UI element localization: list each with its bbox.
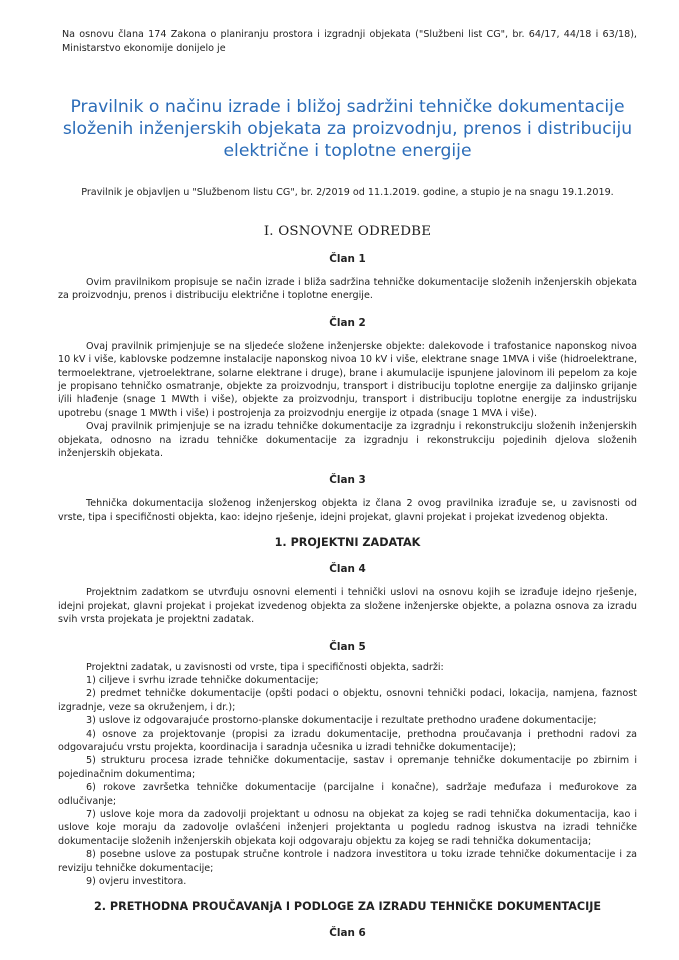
article-3-text: Tehnička dokumentacija složenog inženjerskog objekta iz člana 2 ovog pravilnika izrađuje se, u zavisnosti od vrste, tipa i specifičnosti objekta, kao: idejno rješenje, idejni projekat, glavni projekat i projekat izvedenog objekta. <box>58 498 637 523</box>
list-item: 2) predmet tehničke dokumentacije (opšti podaci o objektu, osnovni tehnički podaci, lokacija, namjena, faznost izgradnje, veze sa okruženjem, i dr.); <box>58 688 637 713</box>
article-5-list <box>58 661 637 889</box>
section-heading-basic-provisions: I. OSNOVNE ODREDBE <box>263 224 432 239</box>
list-item: 9) ovjeru investitora. <box>86 876 187 887</box>
list-item: 1) ciljeve i svrhu izrade tehničke dokumentacije; <box>86 674 319 686</box>
list-item: 6) rokove završetka tehničke dokumentacije (parcijalne i konačne), sadržaje međufaza i međurokove za odlučivanje; <box>58 782 637 807</box>
article-2-label: Član 2 <box>329 316 366 329</box>
list-item: 8) posebne uslove za postupak stručne kontrole i nadzora investitora u toku izrade tehničke dokumentacije i za reviziju tehničke dokumentacije; <box>58 849 637 874</box>
article-2-paragraph-2: Ovaj pravilnik primjenjuje se na izradu tehničke dokumentacije za izgradnju i rekonstrukciju složenih inženjerskih objekata, odnosno na izradu tehničke dokumentacije za izgradnju i rekonstrukciju pojedinih djelova složenih inženjerskih objekata. <box>58 421 637 460</box>
list-item: 5) strukturu procesa izrade tehničke dokumentacije, sastav i opremanje tehničke dokumentacije po zbirnim i pojedinačnim dokumentima; <box>58 755 637 780</box>
heading-preliminary-studies: 2. PRETHODNA PROUČAVANjA I PODLOGE ZA IZRADU TEHNIČKE DOKUMENTACIJE <box>93 900 602 914</box>
article-6-label: Član 6 <box>329 927 366 940</box>
article-2-paragraph-1: Ovaj pravilnik primjenjuje se na sljedeće složene inženjerske objekte: dalekovode i trafostanice naponskog nivoa 10 kV i više, kablovske podzemne instalacije naponskog nivoa 10 kV i više, elektrane snage 1MVA i više (hidroelektrane, termoelektrane, vjetroelektrane, solarne elektrane i druge), brane i akumulacije ispunjene jalovinom ili pepelom za koje je propisano tehničko osmatranje, objekte za proizvodnju, transport i distribuciju toplotne energije za daljinsko grijanje i/ili hlađenje (snage 1 MWth i više), objekte za proizvodnju, transport i distribuciju toplotne energije za industrijsku upotrebu (snage 1 MWth i više) i postrojenja za proizvodnju energije iz otpada (snage 1 MVA i više). <box>58 340 637 419</box>
list-item: 4) osnove za projektovanje (propisi za izradu dokumentacije, prethodna proučavanja i prethodni radovi za odgovarajuću vrstu projekta, koordinacija i saradnja učesnika u izradi tehničke dokumentacije); <box>58 728 637 753</box>
article-5-label: Član 5 <box>329 640 366 653</box>
publication-note: Pravilnik je objavljen u "Službenom listu CG", br. 2/2019 od 11.1.2019. godine, a stupio je na snagu 19.1.2019. <box>81 187 614 198</box>
article-1-text: Ovim pravilnikom propisuje se način izrade i bliža sadržina tehničke dokumentacije složenih inženjerskih objekata za proizvodnju, prenos i distribuciju električne i toplotne energije. <box>58 277 637 302</box>
article-3-label: Član 3 <box>329 474 366 487</box>
article-5-lead: Projektni zadatak, u zavisnosti od vrste, tipa i specifičnosti objekta, sadrži: <box>86 661 444 673</box>
article-1-label: Član 1 <box>329 253 366 265</box>
list-item: 3) uslove iz odgovarajuće prostorno-planske dokumentacije i rezultate prethodno urađene dokumentacije; <box>86 715 597 727</box>
heading-project-task: 1. PROJEKTNI ZADATAK <box>274 536 421 550</box>
article-4-label: Član 4 <box>329 563 366 576</box>
document-title: Pravilnik o načinu izrade i bližoj sadržini tehničke dokumentacije složenih inženjerskih objekata za proizvodnju, prenos i distribuciju električne i toplotne energije <box>62 97 633 161</box>
article-4-text: Projektnim zadatkom se utvrđuju osnovni elementi i tehnički uslovi na osnovu kojih se izrađuje idejno rješenje, idejni projekat, glavni projekat i projekat izvedenog objekta za složene inženjerske objekte, a polazna osnova za izradu svih vrsta projekata je projektni zadatak. <box>58 587 637 626</box>
intro-text: Na osnovu člana 174 Zakona o planiranju prostora i izgradnji objekata ("Službeni list CG", br. 64/17, 44/18 i 63/18), Ministarstvo ekonomije donijelo je <box>62 29 637 54</box>
list-item: 7) uslove koje mora da zadovolji projektant u odnosu na objekat za kojeg se radi tehnička dokumentacija, kao i uslove koje moraju da zadovolje ovlašćeni inženjeri projektanta u pogledu radnog iskustva na izradi tehničke dokumentacije složenih inženjerskih objekata koji odgovaraju objektu za kojeg se radi tehnička dokumentacija; <box>58 808 637 847</box>
